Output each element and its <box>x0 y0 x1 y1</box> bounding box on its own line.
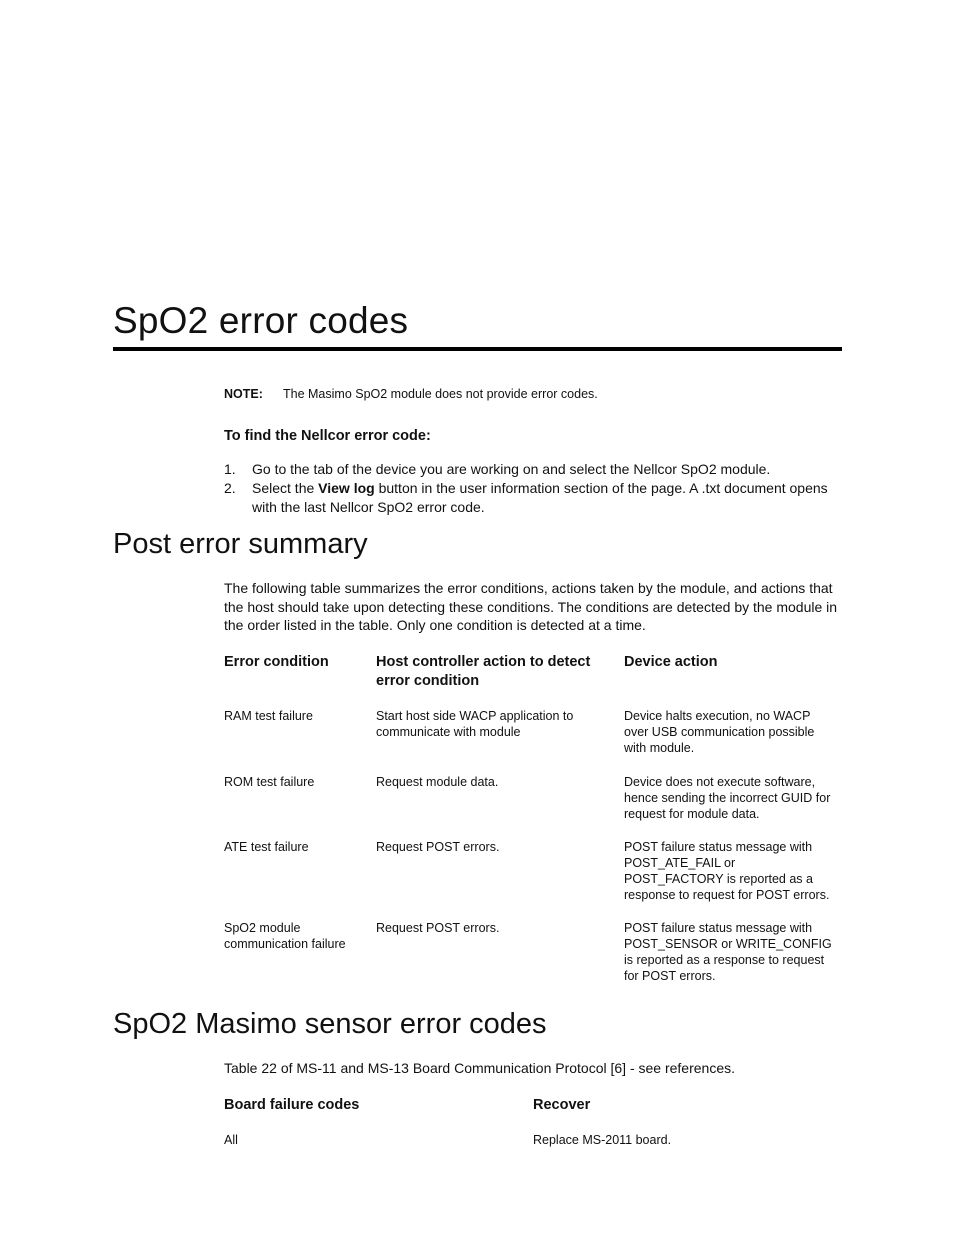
chapter-title-rule <box>113 347 842 351</box>
procedure-heading: To find the Nellcor error code: <box>224 428 431 444</box>
post-summary-intro: The following table summarizes the error conditions, actions taken by the module, and actions that the host should take upon detecting these conditions. The conditions are detected by the module in the order listed in the table. Only one condition is detected at a time. <box>224 580 838 633</box>
table-cell: POST failure status message with POST_SENSOR or WRITE_CONFIG is reported as a response to request for POST errors. <box>624 921 832 983</box>
step-text: Go to the tab of the device you are working on and select the Nellcor SpO2 module. <box>252 461 771 477</box>
header-error-condition: Error condition <box>224 654 329 670</box>
step-text <box>252 479 844 517</box>
table-cell: Request POST errors. <box>376 921 500 935</box>
table-cell: All <box>224 1133 238 1147</box>
step-text-before: Select the <box>252 480 319 496</box>
step-number: 2. <box>224 480 236 496</box>
table-cell: Start host side WACP application to communicate with module <box>376 709 574 739</box>
note-label: NOTE: <box>224 387 263 401</box>
masimo-intro: Table 22 of MS-11 and MS-13 Board Communication Protocol [6] - see references. <box>224 1060 735 1076</box>
note <box>224 387 598 401</box>
header-recover: Recover <box>533 1097 591 1113</box>
note-text: The Masimo SpO2 module does not provide error codes. <box>283 387 598 401</box>
table-cell: Replace MS-2011 board. <box>533 1133 672 1147</box>
step-text-after: button in the user information section of the page. A .txt document opens with the last Nellcor SpO2 error code. <box>252 480 828 515</box>
masimo-title: SpO2 Masimo sensor error codes <box>113 1008 547 1040</box>
table-cell: SpO2 module communication failure <box>224 921 346 951</box>
header-device-action: Device action <box>624 654 718 670</box>
chapter-title: SpO2 error codes <box>113 300 409 341</box>
header-host-action: Host controller action to detect error condition <box>376 654 591 689</box>
step-number: 1. <box>224 461 236 477</box>
post-summary-title: Post error summary <box>113 528 368 560</box>
table-cell: POST failure status message with POST_ATE_FAIL or POST_FACTORY is reported as a response to request for POST errors. <box>624 840 830 902</box>
header-board-failure-codes: Board failure codes <box>224 1097 360 1113</box>
table-cell: Device halts execution, no WACP over USB communication possible with module. <box>624 709 815 755</box>
table-cell: Device does not execute software, hence sending the incorrect GUID for request for module data. <box>624 775 831 821</box>
table-cell: Request POST errors. <box>376 840 500 854</box>
table-cell: Request module data. <box>376 775 499 789</box>
table-cell: RAM test failure <box>224 709 313 723</box>
procedure-steps <box>224 460 844 517</box>
step-2 <box>224 479 844 517</box>
table-cell: ROM test failure <box>224 775 315 789</box>
view-log-label: View log <box>318 480 375 496</box>
step-1 <box>224 460 844 479</box>
table-cell: ATE test failure <box>224 840 309 854</box>
